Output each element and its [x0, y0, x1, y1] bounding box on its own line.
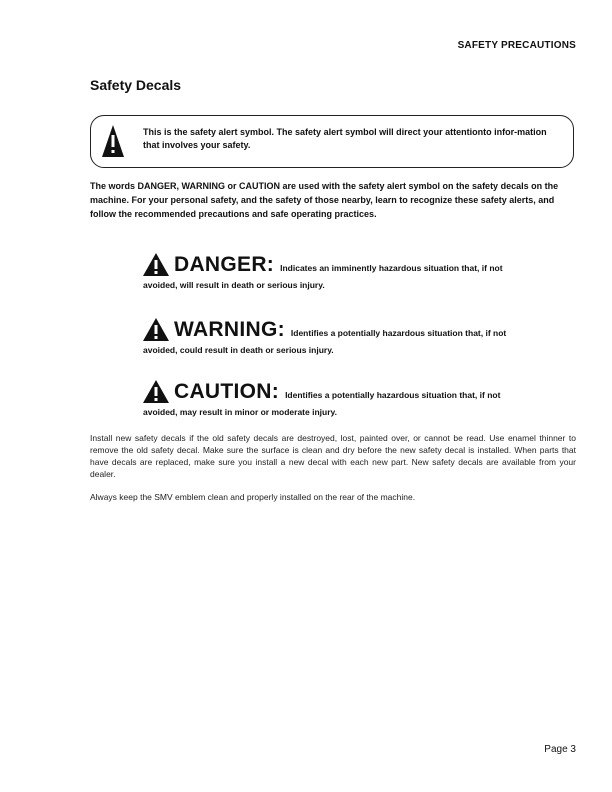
caution-level: [143, 380, 543, 418]
section-title: Safety Decals: [90, 77, 182, 93]
safety-alert-text: This is the safety alert symbol. The safety alert symbol will direct your attentionto infor-mation that involves your safety.: [143, 127, 547, 150]
warning-alert-icon: [143, 318, 169, 341]
safety-alert-box: [90, 115, 574, 168]
caution-word: CAUTION:: [174, 380, 280, 403]
warning-triangle-icon: [101, 124, 125, 158]
danger-level: [143, 253, 543, 291]
warning-description-cont: avoided, could result in death or serious injury.: [143, 345, 334, 355]
warning-description: Identifies a potentially hazardous situation that, if not: [290, 328, 507, 338]
caution-description: Identifies a potentially hazardous situation that, if not: [285, 390, 501, 400]
danger-description: Indicates an imminently hazardous situation that, if not: [280, 263, 503, 273]
running-header: SAFETY PRECAUTIONS: [457, 40, 576, 51]
page-number: Page 3: [544, 744, 576, 755]
danger-alert-icon: [143, 253, 169, 276]
warning-level: [143, 318, 543, 356]
caution-description-cont: avoided, may result in minor or moderate injury.: [143, 407, 337, 417]
warning-word: WARNING:: [174, 318, 285, 341]
smv-emblem-paragraph: Always keep the SMV emblem clean and properly installed on the rear of the machine.: [90, 492, 416, 502]
caution-alert-icon: [143, 380, 169, 403]
intro-paragraph: The words DANGER, WARNING or CAUTION are used with the safety alert symbol on the safety decals on the machine. For your personal safety, and the safety of those nearby, learn to recognize these safety alerts, and follow the recommended precautions and safe operating practices.: [90, 181, 559, 219]
danger-word: DANGER:: [174, 253, 275, 276]
danger-description-cont: avoided, will result in death or serious injury.: [143, 280, 325, 290]
install-decals-paragraph: Install new safety decals if the old safety decals are destroyed, lost, painted over, or cannot be read. Use enamel thinner to remove the old safety decal. Make sure the surface is clean and dry before the new safety decal is installed. When parts that have decals are replaced, make sure you install a new decal with each new part. New safety decals are available from your dealer.: [90, 433, 576, 479]
